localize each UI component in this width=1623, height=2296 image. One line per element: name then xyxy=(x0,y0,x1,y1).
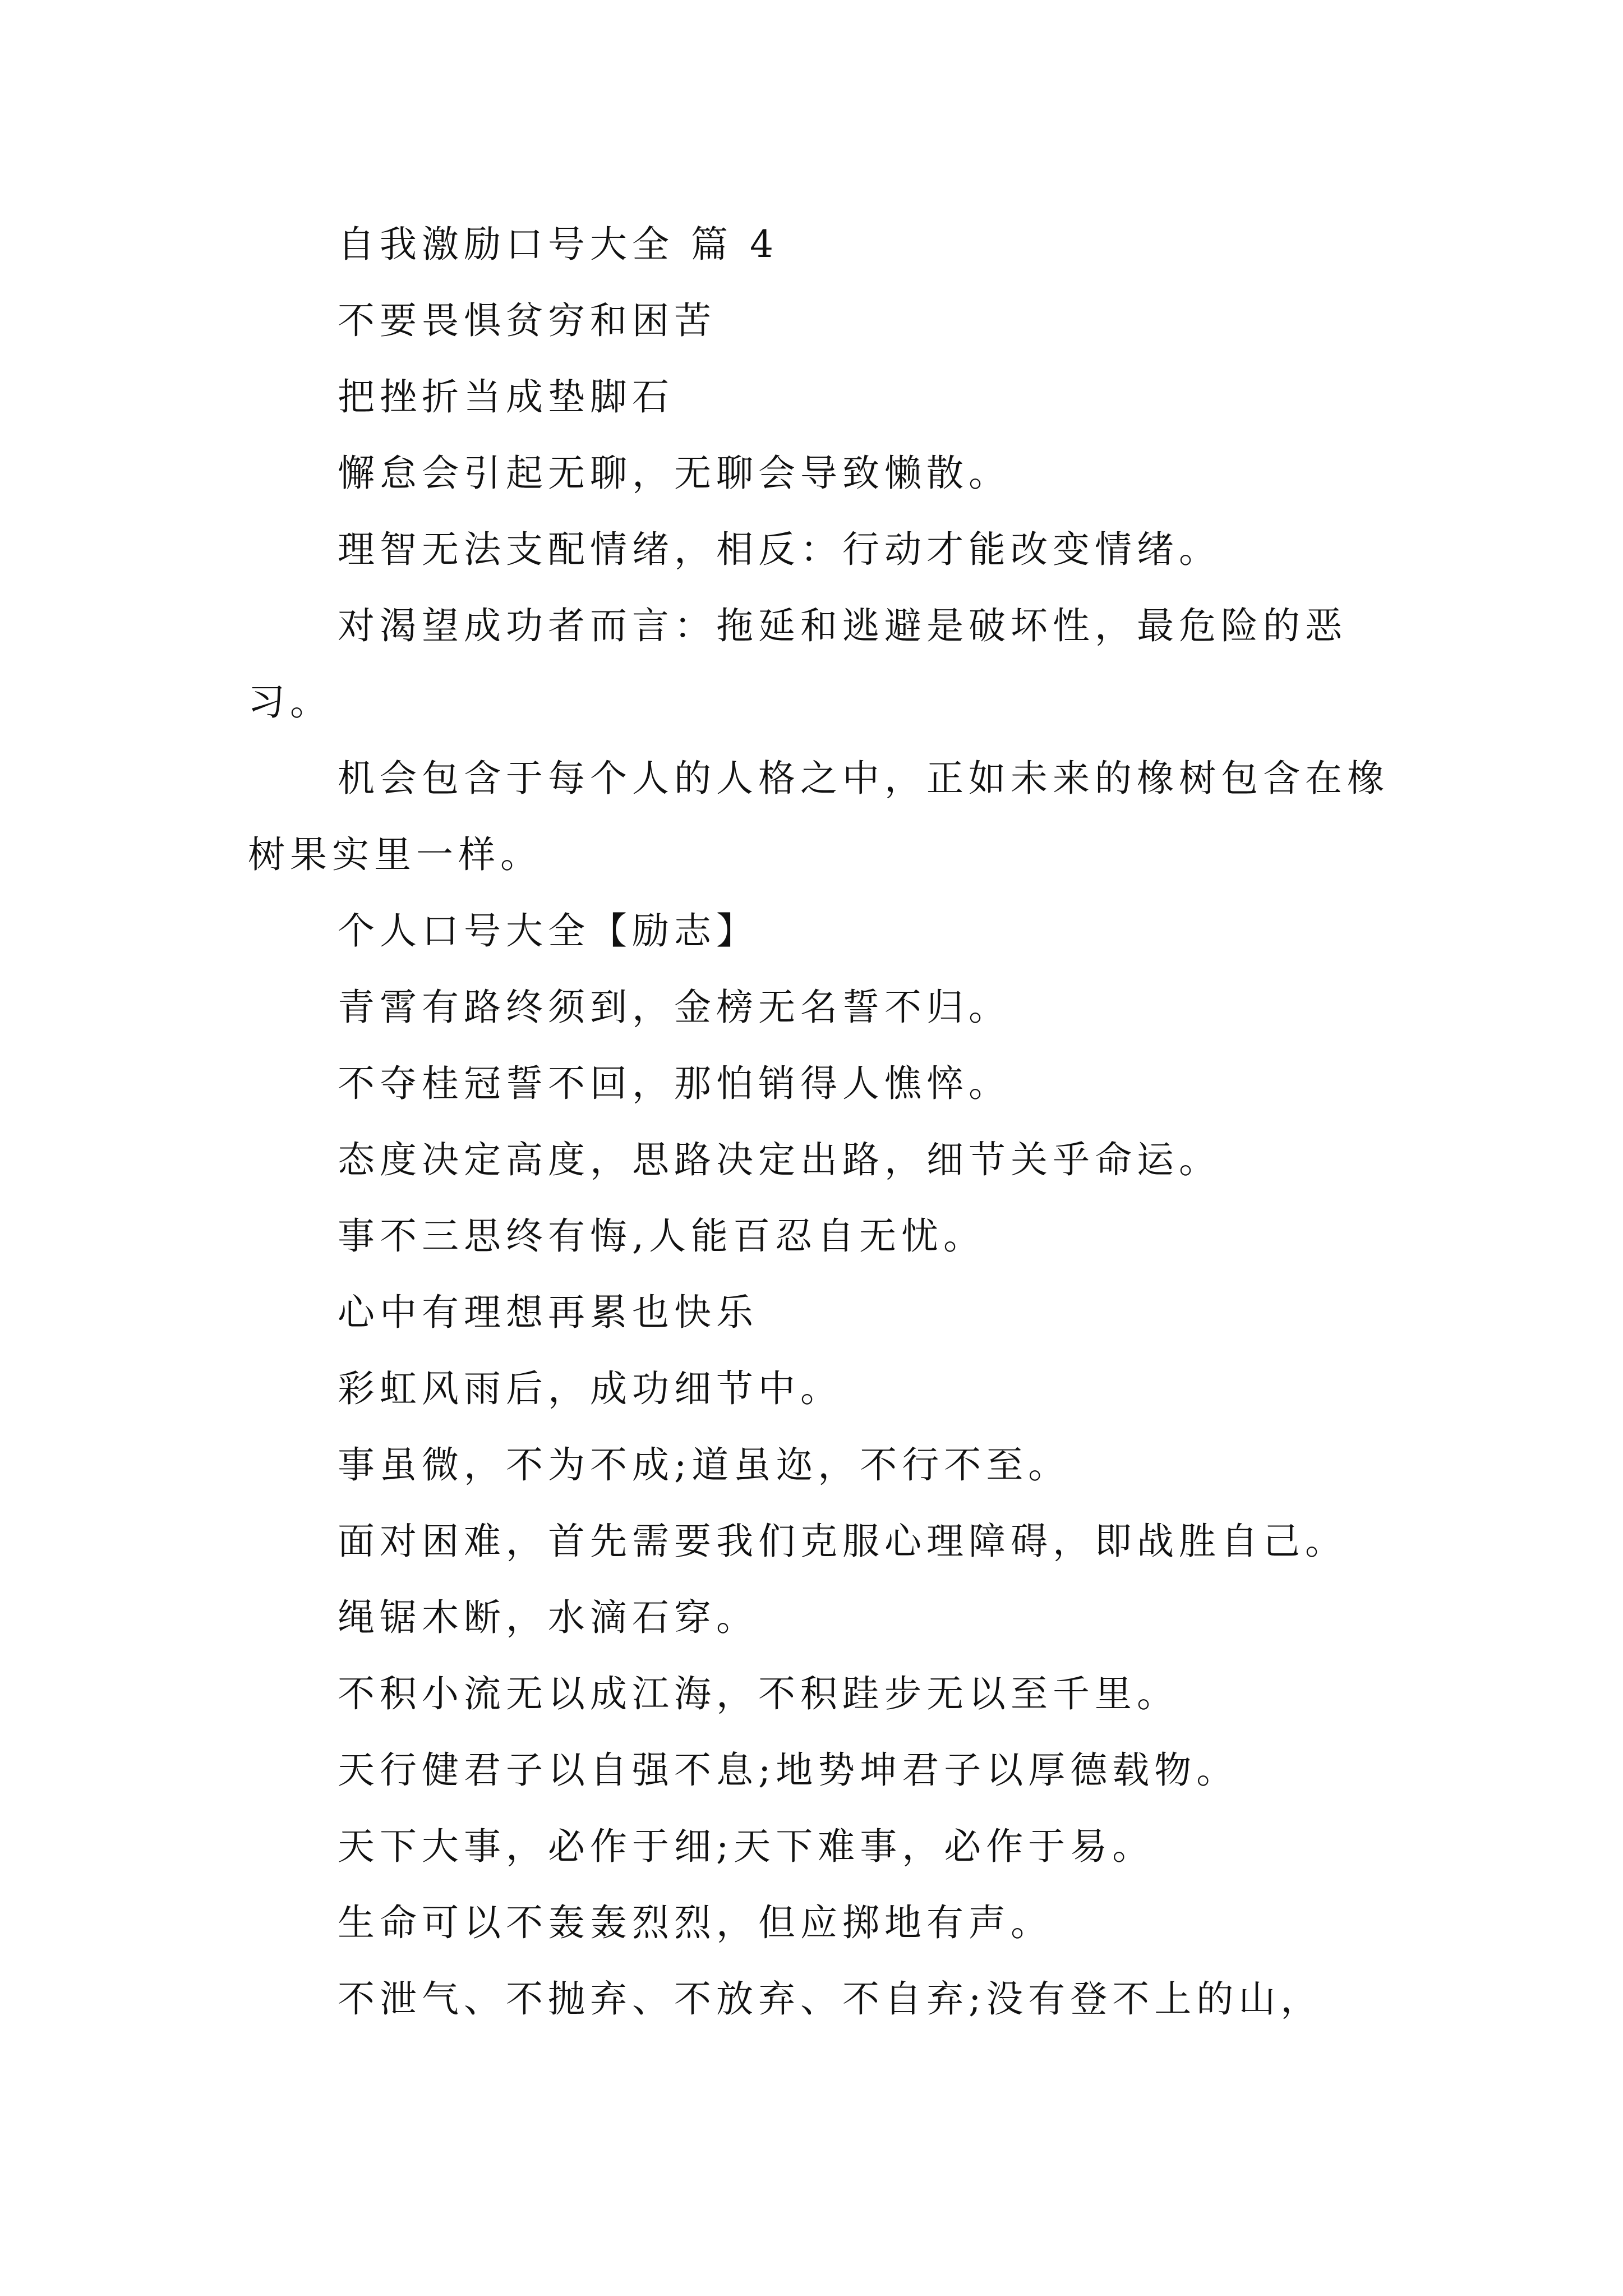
paragraph: 事虽微，不为不成;道虽迩，不行不至。 xyxy=(338,1443,1071,1487)
paragraph: 绳锯木断，水滴石穿。 xyxy=(338,1596,758,1639)
section-heading: 自我激励口号大全 篇 4 xyxy=(338,223,778,266)
paragraph: 态度决定高度，思路决定出路，细节关乎命运。 xyxy=(338,1138,1221,1181)
paragraph: 生命可以不轰轰烈烈，但应掷地有声。 xyxy=(338,1901,1053,1944)
paragraph: 不泄气、不抛弃、不放弃、不自弃;没有登不上的山， xyxy=(338,1977,1323,2021)
paragraph: 天行健君子以自强不息;地势坤君子以厚德载物。 xyxy=(338,1749,1239,1792)
paragraph: 不要畏惧贫穷和困苦 xyxy=(338,299,716,342)
paragraph: 事不三思终有悔,人能百忍自无忧。 xyxy=(338,1214,985,1258)
paragraph: 不夺桂冠誓不回，那怕销得人憔悴。 xyxy=(338,1062,1011,1105)
paragraph: 机会包含于每个人的人格之中，正如未来的橡树包含在橡树果实里一样。 xyxy=(248,757,1389,876)
paragraph: 面对困难，首先需要我们克服心理障碍，即战胜自己。 xyxy=(338,1520,1347,1563)
paragraph: 对渴望成功者而言：拖延和逃避是破坏性，最危险的恶习。 xyxy=(248,604,1347,724)
subsection-heading: 个人口号大全【励志】 xyxy=(338,909,758,953)
paragraph: 彩虹风雨后，成功细节中。 xyxy=(338,1367,842,1410)
paragraph: 青霄有路终须到，金榜无名誓不归。 xyxy=(338,986,1011,1029)
paragraph: 懈怠会引起无聊，无聊会导致懒散。 xyxy=(338,452,1011,495)
document-body xyxy=(248,206,1414,2037)
paragraph: 天下大事，必作于细;天下难事，必作于易。 xyxy=(338,1825,1155,1868)
paragraph: 心中有理想再累也快乐 xyxy=(338,1291,758,1334)
paragraph: 把挫折当成垫脚石 xyxy=(338,375,674,418)
paragraph: 理智无法支配情绪，相反：行动才能改变情绪。 xyxy=(338,528,1221,571)
paragraph: 不积小流无以成江海，不积跬步无以至千里。 xyxy=(338,1672,1179,1715)
